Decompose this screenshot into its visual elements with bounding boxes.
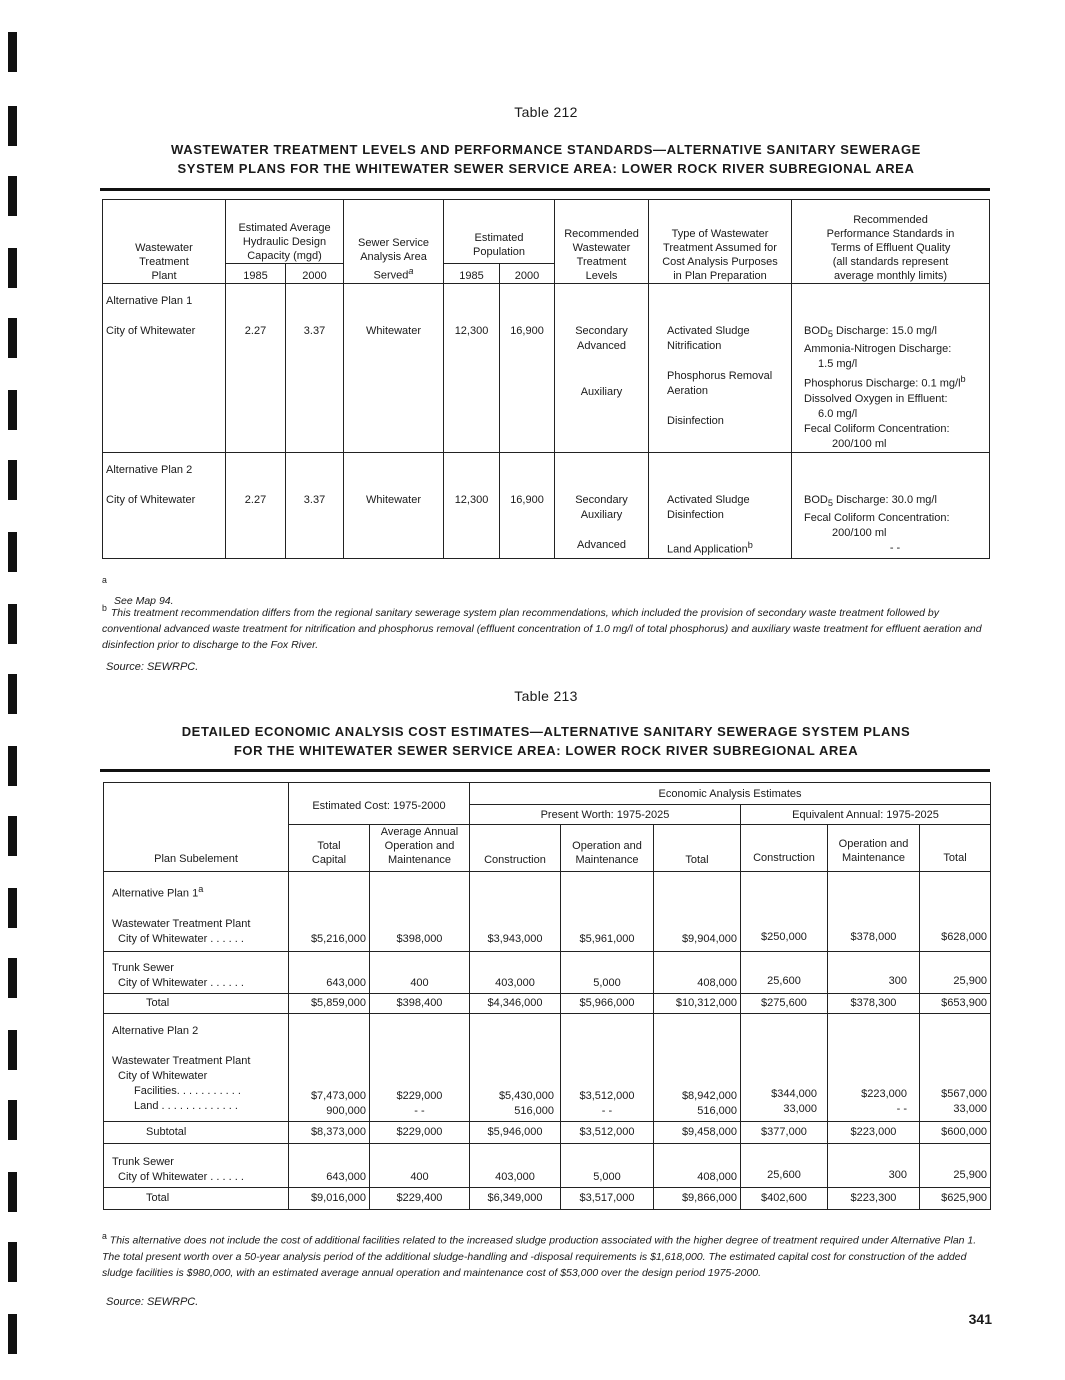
header-subelement: Plan Subelement <box>104 783 289 872</box>
table-212-footnote-a: $^a$ See Map 94. <box>102 575 174 607</box>
table-row: Total $5,859,000 $398,400 $4,346,000 $5,966,000 $10,312,000 $275,600 $378,300 $653,900 <box>104 994 991 1014</box>
header-performance: Recommended Performance Standards in Terms of Effluent Quality (all standards represent average monthly limits) <box>792 200 990 284</box>
table-row: Alternative Plan 1$^a$ Wastewater Treatment Plant City of Whitewater . . . . . . $5,216,000 $398,000 $3,943,000 $5,961,000 $9,904,000 $250,000 $378,000 $628,000 <box>104 872 991 952</box>
table-row: Total $9,016,000 $229,400 $6,349,000 $3,517,000 $9,866,000 $402,600 $223,300 $625,900 <box>104 1188 991 1210</box>
header-type: Type of Wastewater Treatment Assumed for Cost Analysis Purposes in Plan Preparation <box>649 200 792 284</box>
table-212-source: Source: SEWRPC. <box>106 661 199 673</box>
table-212-footnote-b: $^b$ This treatment recommendation differs from the regional sanitary sewerage system plan recommendations, which included the provision of secondary waste treatment followed by conventional advanced waste treatment for nitrification and phosphorus removal (effluent concentration of 1.0 mg/l of total phosphorus) and auxiliary waste treatment for effluent aeration and disinfection prior to discharge to the Fox River. <box>102 603 982 651</box>
table-212-title: WASTEWATER TREATMENT LEVELS AND PERFORMANCE STANDARDS—ALTERNATIVE SANITARY SEWERAGE SYSTEM PLANS FOR THE WHITEWATER SEWER SERVICE AREA: LOWER ROCK RIVER SUBREGIONAL AREA <box>171 142 921 176</box>
table-212-rule <box>100 188 990 191</box>
header-equivalent-annual: Equivalent Annual: 1975-2025 <box>741 805 991 825</box>
header-capacity: Estimated Average Hydraulic Design Capacity (mgd) <box>226 200 344 264</box>
header-plant: Wastewater Treatment Plant <box>103 200 226 284</box>
header-avg-om: Average Annual Operation and Maintenance <box>370 825 470 872</box>
table-row: Alternative Plan 2 City of Whitewater 2.27 3.37 Whitewater 12,300 16,900 Secondary Auxiliary Advanced Activated Sludge Disinfection Land Application$^b$ $BOD_5$ Discharge: 30.0 mg/l Fecal Coliform Concentration: 200/100 ml - - <box>103 452 990 558</box>
table-213-label: Table 213 <box>514 688 578 704</box>
header-population: Estimated Population <box>444 200 555 264</box>
header-total-capital: Total Capital <box>289 825 370 872</box>
table-212-label: Table 212 <box>514 104 578 120</box>
binder-holes <box>8 0 20 1380</box>
page-number: 341 <box>968 1311 992 1327</box>
table-row: Trunk Sewer City of Whitewater . . . . . . 643,000 400 403,000 5,000 408,000 25,600 300 25,900 <box>104 952 991 994</box>
table-row: Subtotal $8,373,000 $229,000 $5,946,000 $3,512,000 $9,458,000 $377,000 $223,000 $600,000 <box>104 1122 991 1144</box>
table-212: Wastewater Treatment Plant Estimated Average Hydraulic Design Capacity (mgd) Sewer Service Analysis Area Served$^a$ Estimated Population Recommended Wastewater Treatment Levels Type of Wastewater Treatment Assumed for Cost Analysis Purposes in Plan Preparation Recommended Performance Standards in Terms of Effluent Quality (all standards represent average monthly limits) 1985 2000 1985 2000 Alternative Plan 1 City of Whitewater 2.27 3.37 Whitewater 12,300 16,900 Secondary Advanced Auxiliary Activated Sludge Nitrification Phosphorus Removal Aeration Disinfection $BOD_5$ Discharge: 15.0 mg/l Ammonia-Nitrogen Discharge: 1.5 mg/l Phosphorus Discharge: 0.1 $mg/l^b$ Dissolved Oxygen in Effluent: 6.0 mg/l Fecal Coliform Concentration: 200/100 ml Alternative Plan 2 City of Whitewater 2.27 3.37 Whitewater 12,300 16,900 Secondary Auxiliary Advanced Activated Sludge Disinfection Land Application$^b$ $BOD_5$ Discharge: 30.0 mg/l Fecal Coliform Concentration: 200/100 ml - - <box>102 199 990 559</box>
table-213-source: Source: SEWRPC. <box>106 1296 199 1308</box>
table-213: Plan Subelement Estimated Cost: 1975-2000 Economic Analysis Estimates Present Worth: 1975-2025 Equivalent Annual: 1975-2025 Total Capital Average Annual Operation and Maintenance Construction Operation and Maintenance Total Construction Operation and Maintenance Total Alternative Plan 1$^a$ Wastewater Treatment Plant City of Whitewater . . . . . . $5,216,000 $398,000 $3,943,000 $5,961,000 $9,904,000 $250,000 $378,000 $628,000 Trunk Sewer City of Whitewater . . . . . . 643,000 400 403,000 5,000 408,000 25,600 300 25,900 Total $5,859,000 $398,400 $4,346,000 $5,966,000 $10,312,000 $275,600 $378,300 $653,900 Alternative Plan 2 Wastewater Treatment Plant City of Whitewater Facilities. . . . . . . . . . . Land . . . . . . . . . . . . . $7,473,000 900,000 $229,000 - - $5,430,000 516,000 $3,512,000 - - $8,942,000 516,000 $344,000 33,000 $223,000 - - $567,000 33,000 Subtotal $8,373,000 $229,000 $5,946,000 $3,512,000 $9,458,000 $377,000 $223,000 $600,000 Trunk Sewer City of Whitewater . . . . . . 643,000 400 403,000 5,000 408,000 25,600 300 25,900 Total $9,016,000 $229,400 $6,349,000 $3,517,000 $9,866,000 $402,600 $223,300 $625,900 <box>103 782 991 1210</box>
table-213-footnote-a: $^a$ This alternative does not include the cost of additional facilities related to the increased sludge production associated with the higher degree of treatment required under Alternative Plan 1. The total present worth over a 50-year analysis period of the additional sludge-handling and -disposal requirements is $1,618,000. The estimated capital cost for construction of the added sludge facilities is $980,000, with an estimated average annual operation and maintenance cost of $53,000 over the design period 1975-2000. <box>102 1231 977 1279</box>
header-est-cost: Estimated Cost: 1975-2000 <box>289 783 470 825</box>
header-recommended-levels: Recommended Wastewater Treatment Levels <box>555 200 649 284</box>
table-213-rule <box>100 769 990 772</box>
header-present-worth: Present Worth: 1975-2025 <box>470 805 741 825</box>
table-row: Alternative Plan 1 City of Whitewater 2.27 3.37 Whitewater 12,300 16,900 Secondary Advanced Auxiliary Activated Sludge Nitrification Phosphorus Removal Aeration Disinfection $BOD_5$ Discharge: 15.0 mg/l Ammonia-Nitrogen Discharge: 1.5 mg/l Phosphorus Discharge: 0.1 $mg/l^b$ Dissolved Oxygen in Effluent: 6.0 mg/l Fecal Coliform Concentration: 200/100 ml <box>103 284 990 453</box>
header-econ: Economic Analysis Estimates <box>470 783 991 805</box>
table-213-title: DETAILED ECONOMIC ANALYSIS COST ESTIMATES—ALTERNATIVE SANITARY SEWERAGE SYSTEM PLANS FOR THE WHITEWATER SEWER SERVICE AREA: LOWER ROCK RIVER SUBREGIONAL AREA <box>181 724 911 758</box>
table-row: Alternative Plan 2 Wastewater Treatment Plant City of Whitewater Facilities. . . . . . . . . . . Land . . . . . . . . . . . . . $7,473,000 900,000 $229,000 - - $5,430,000 516,000 $3,512,000 - - $8,942,000 516,000 $344,000 33,000 $223,000 - - $567,000 33,000 <box>104 1014 991 1122</box>
table-row: Trunk Sewer City of Whitewater . . . . . . 643,000 400 403,000 5,000 408,000 25,600 300 25,900 <box>104 1144 991 1188</box>
header-area: Sewer Service Analysis Area Served$^a$ <box>344 200 444 284</box>
